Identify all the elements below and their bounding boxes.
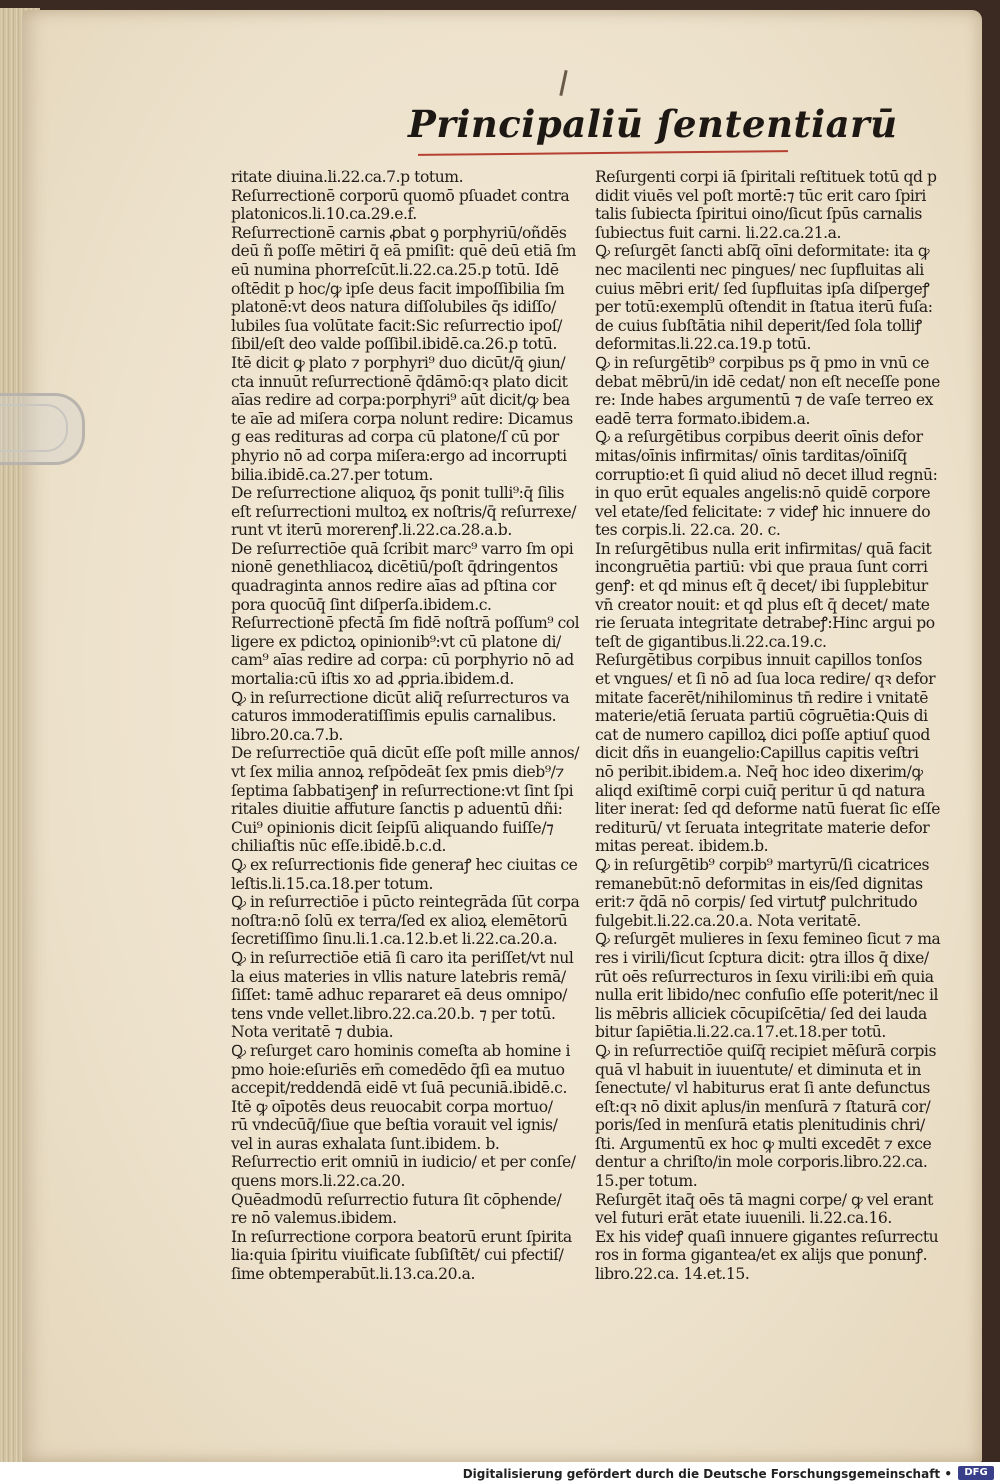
text-line: res i virili/ſicut ſcptura dicit: ꝯtra illos q̄ dixe/ [595, 948, 929, 967]
text-line: remanebūt:nō deformitas in eis/ſed dignitas [595, 874, 923, 893]
text-line: aīas redire ad corpa:porphyri⁹ aūt dicit/ꝙ bea [231, 391, 570, 410]
text-line: corruptio:et ſi quid aliud nō decet illud regnū: [595, 465, 938, 484]
text-line: liter inerat: ſed qd deforme natū fuerat ſic eſſe [595, 800, 940, 819]
text-line: nionē genethliacoꝝ dicētiū/poſt q̄dringentos [231, 558, 558, 577]
text-line: accepit/reddendā eidē vt ſuā pecuniā.ibidē.c. [231, 1079, 567, 1098]
text-line: deformitas.li.22.ca.19.p totū. [595, 335, 811, 354]
text-line: oſtēdit p hoc/ꝙ ipſe deus facit impoſſibilia ſm [231, 279, 565, 298]
footer-credit: Digitalisierung gefördert durch die Deutsche Forschungsgemeinschaft • [462, 1467, 952, 1481]
text-line: mitas pereat. ibidem.b. [595, 837, 769, 856]
text-line: nec macilenti nec pingues/ nec ſupfluitas ali [595, 260, 924, 279]
text-line: Cui⁹ opinionis dicit ſeipſū aliquando fuiſſe/⁊ [231, 818, 554, 837]
text-line: fulgebit.li.22.ca.20.a. Nota veritatē. [595, 911, 861, 930]
text-line: rediturū/ vt ſeruata integritate materie defor [595, 818, 930, 837]
text-line: lis mēbris alliciek cōcupiſcētia/ ſed dei lauda [595, 1004, 927, 1023]
text-line: lubiles ſua volūtate facit:Sic reſurrectio ipoſ/ [231, 316, 562, 335]
text-line: De reſurrectione aliquoꝝ q̄s ponit tulli⁹:q̄ ſilis [231, 484, 564, 503]
text-line: la eius materies in vllis nature latebris remā/ [231, 967, 566, 986]
text-line: Itē ꝙ oīpotēs deus reuocabit corpa mortuo/ [231, 1097, 553, 1116]
text-line: nō peribit.ibidem.a. Neq̄ hoc ideo dixerim/ꝙ [595, 763, 923, 781]
text-line: Ꝙ reſurgēt ſancti abſq̄ oīni deformitate: ita ꝙ [595, 242, 930, 261]
text-line: cuius mēbri erit/ ſed ſupfluitas ipſa diſpergeꝭ [595, 279, 930, 298]
text-line: ligere ex pdictoꝝ opinionib⁹:vt cū platone di/ [231, 632, 561, 651]
text-line: bitur ſapiētia.li.22.ca.17.et.18.per totū. [595, 1023, 886, 1042]
text-line: Quēadmodū reſurrectio futura ſit cōphende/ [231, 1190, 562, 1209]
text-line: Ꝙ in reſurrectiōe quiſq̄ recipiet mēſurā corpis [595, 1041, 937, 1060]
text-line: 15.per totum. [595, 1172, 698, 1191]
text-line: Reſurrectionē pfectā ſm fidē noſtrā poſſum⁹ col [231, 614, 580, 633]
text-line: Reſurgenti corpi iā ſpiritali reſtituek totū qd p [595, 168, 937, 186]
footer-bar [0, 1462, 1000, 1484]
text-line: leſtis.li.15.ca.18.per totum. [231, 874, 433, 893]
text-line: Nota veritatē ⁊ dubia. [231, 1023, 394, 1042]
text-line: eſt reſurrectioni multoꝝ ex noſtris/q̄ reſurrexe/ [231, 502, 577, 521]
text-line: Reſurrectio erit omniū in iudicio/ et per conſe/ [231, 1153, 576, 1172]
text-line: erit:⁊ q̄dā nō corpis/ ſed virtutꝭ pulchritudo [595, 893, 918, 912]
text-line: quā vl habuit in iuuentute/ et diminuta et in [595, 1060, 921, 1079]
text-line: De reſurrectiōe quā ſcribit marc⁹ varro ſm opi [231, 539, 574, 558]
text-line: deū ñ poſſe mētiri q̄ eā pmiſit: quē deū etiā ſm [231, 242, 576, 261]
text-line: te aīe ad miſera corpa nolunt redire: Dicamus [231, 409, 573, 428]
running-head: Principaliū ſententiarū [408, 102, 898, 146]
text-line: teſt de gigantibus.li.22.ca.19.c. [595, 632, 827, 651]
text-line: Ꝙ ex reſurrectionis fide generaꝭ hec ciuitas ce [231, 855, 578, 874]
text-line: phyrio nō ad corpa miſera:ergo ad incorrupti [231, 446, 567, 465]
text-line: Reſurrectionē corporū quomō pſuadet contra [231, 186, 570, 205]
text-line: ſti. Argumentū ex hoc ꝙ multi excedēt ⁊ exce [595, 1134, 932, 1153]
text-line: pora quocūq̄ ſint diſperſa.ibidem.c. [231, 595, 492, 614]
text-line: ſibil/eſt deo valde poſſibil.ibidē.ca.26.p totū. [231, 335, 557, 354]
text-line: De reſurrectiōe quā dicūt eſſe poſt mille annos/ [231, 744, 579, 763]
text-line: quens mors.li.22.ca.20. [231, 1172, 406, 1191]
text-line: Reſurrectionē carnis ꝓbat ꝯ porphyriū/oñdēs [231, 223, 567, 242]
text-line: cta innuūt reſurrectionē q̄dāmō:qꝛ plato dicit [231, 372, 568, 391]
text-line: talis ſubiecta ſpiritui oino/ſicut ſpūs carnalis [595, 205, 922, 224]
text-line: incongruētia partiū: vbi que praua ſunt corri [595, 558, 928, 577]
text-line: re nō valemus.ibidem. [231, 1209, 397, 1228]
text-line: g eas redituras ad corpa cū platone/ſ cū por [231, 428, 559, 447]
text-line: tes corpis.li. 22.ca. 20. c. [595, 521, 781, 540]
text-line: chiliaſtis nūc eſſe.ibidē.b.c.d. [231, 837, 447, 856]
text-line: bilia.ibidē.ca.27.per totum. [231, 465, 433, 484]
text-line: pmo hoie:eſuriēs em̄ comedēdo q̄ſi ea mutuo [231, 1060, 565, 1079]
text-line: platonicos.li.10.ca.29.e.f. [231, 205, 417, 224]
text-line: In reſurrectione corpora beatorū erunt ſpirita [231, 1227, 572, 1246]
text-line: Ꝙ in reſurrectione dicūt aliq̄ reſurrecturos va [231, 688, 570, 707]
text-line: noſtra:nō ſolū ex terra/ſed ex alioꝝ elemētorū [231, 911, 568, 930]
paper-clip-inner-icon [0, 404, 68, 452]
text-line: vel futuri erāt etate iuuenili. li.22.ca.16. [595, 1209, 892, 1228]
text-line: eū numina phorreſcūt.li.22.ca.25.p totū. Idē [231, 260, 559, 279]
text-line: mortalia:cū iſtis xo ad ꝓpria.ibidem.d. [231, 670, 514, 689]
text-line: dicit dñs in euangelio:Capillus capitis veſtri [595, 744, 919, 763]
text-line: Ꝙ reſurget caro hominis comeſta ab homine i [231, 1041, 571, 1060]
text-line: ſubiectus fuit carni. li.22.ca.21.a. [595, 223, 842, 242]
text-line: rūt oēs reſurrecturos in ſexu virili:ibi em̄ quia [595, 967, 934, 986]
text-line: tens vnde vellet.libro.22.ca.20.b. ⁊ per totū. [231, 1004, 556, 1023]
text-line: Itē dicit ꝙ plato ⁊ porphyri⁹ duo dicūt/q̄ ꝯiun/ [231, 353, 566, 372]
text-line: ſime obtemperabūt.li.13.ca.20.a. [231, 1265, 475, 1284]
text-line: Reſurgētibus corpibus innuit capillos tonſos [595, 651, 922, 670]
text-line: platonē:vt deos natura diſſolubiles q̄s idiſſo/ [231, 298, 556, 317]
text-line: de cuius ſubſtātia nihil deperit/ſed ſola tolliꝭ [595, 316, 922, 335]
text-line: vel etate/ſed felicitate: ⁊ videꝭ hic innuere do [595, 502, 931, 521]
text-line: quadraginta annos redire aīas ad pſtina cor [231, 577, 556, 596]
text-line: ſenectute/ vl habiturus erat ſi ante defunctus [595, 1079, 930, 1098]
text-line: Ꝙ in reſurgētib⁹ corpibus ps q̄ pmo in vnū ce [595, 353, 930, 372]
text-line: genꝭ: et qd minus eſt q̄ decet/ ibi ſupplebitur [595, 577, 928, 596]
text-line: Ex his videꝭ quaſi innuere gigantes reſurrectu [595, 1227, 939, 1246]
text-line: et vngues/ et ſi nō ad ſua loca redire/ qꝛ defor [595, 670, 936, 689]
text-line: Ꝙ in reſurrectiōe etiā ſi caro ita periſſet/vt nul [231, 948, 574, 967]
text-line: eſt:qꝛ nō dixit aplus/in menſurā ⁊ ſtaturā cor/ [595, 1097, 931, 1116]
text-line: materie/etiā ſeruata partiū cōgruētia:Quis di [595, 707, 928, 726]
text-line: Ꝙ in reſurgētib⁹ corpib⁹ martyrū/ſi cicatrices [595, 855, 930, 874]
text-line: poris/ſed in menſurā etatis plenitudinis chri/ [595, 1116, 925, 1135]
dfg-logo: DFG [958, 1466, 994, 1480]
left-text-column [231, 168, 579, 1284]
text-line: caturos immoderatiſſimis epulis carnalibus. [231, 707, 557, 726]
text-line: didit viuēs vel poſt mortē:⁊ tūc erit caro ſpiri [595, 186, 926, 205]
text-line: mitate facerēt/nihilominus tn̄ redire i vnitatē [595, 688, 928, 707]
text-line: per totū:exemplū oſtendit in ſtatua iterū fuſa: [595, 298, 933, 317]
text-line: Ꝙ reſurgēt mulieres in ſexu femineo ſicut ⁊ ma [595, 930, 941, 949]
text-line: ſeptima ſabbatiꝫenꝭ in reſurrectione:vt ſint ſpi [231, 781, 574, 800]
text-line: ritate diuina.li.22.ca.7.p totum. [231, 168, 464, 186]
text-line: cam⁹ aīas redire ad corpa: cū porphyrio nō ad [231, 651, 574, 670]
text-line: dentur a chriſto/in mole corporis.libro.22.ca. [595, 1153, 928, 1172]
text-line: eadē terra formato.ibidem.a. [595, 409, 810, 428]
text-line: nulla erit libido/nec confuſio eſſe poterit/nec il [595, 986, 939, 1005]
text-line: libro.22.ca. 14.et.15. [595, 1265, 750, 1284]
text-line: re: Inde habes argumentū ⁊ de vaſe terreo ex [595, 391, 934, 410]
text-line: ſecretiſſimo ſinu.li.1.ca.12.b.et li.22.ca.20.a. [231, 930, 558, 949]
text-line: vn̄ creator nouit: et qd plus eſt q̄ decet/ mate [595, 595, 930, 614]
text-line: Reſurgēt itaq̄ oēs tā magni corpe/ ꝙ vel erant [595, 1190, 933, 1209]
text-line: Ꝙ in reſurrectiōe i pūcto reintegrāda ſūt corpa [231, 893, 580, 912]
text-line: debat mēbrū/in idē cedat/ non eſt neceſſe pone [595, 372, 940, 391]
text-line: Ꝙ a reſurgētibus corpibus deerit oīnis defor [595, 428, 923, 447]
text-line: lia:quia ſpiritu viuificate ſubſiſtēt/ cui pfectiſ/ [231, 1246, 564, 1265]
text-line: ritales diuitie affuture ſanctis p aduentū dñi: [231, 800, 563, 819]
text-line: libro.20.ca.7.b. [231, 725, 343, 744]
text-line: mitas/oīnis infirmitas/ oīnis tarditas/oīniſq̄ [595, 446, 907, 465]
text-line: rie ſeruata integritate detrabeꝭ:Hinc argui po [595, 614, 935, 633]
text-line: aliqd exiſtimē corpi cuiq̄ peritur ū qd natura [595, 781, 925, 800]
text-line: ſiſſet: tamē adhuc repararet eā deus omnipo/ [231, 986, 567, 1005]
text-line: ros in forma gigantea/et ex alijs que ponunꝭ. [595, 1246, 928, 1265]
text-line: in quo erūt equales angelis:nō quidē corpore [595, 484, 931, 503]
right-text-column [595, 168, 940, 1284]
text-line: cat de numero capilloꝝ dici poſſe aptiuſ quod [595, 725, 930, 744]
text-line: vt ſex milia annoꝝ reſpōdeāt ſex pmis dieb⁹/⁊ [231, 763, 564, 781]
text-line: runt vt iterū morerenꝭ.li.22.ca.28.a.b. [231, 521, 512, 540]
text-line: rū vndecūq̄/ſiue que beſtia vorauit vel ignis/ [231, 1116, 558, 1135]
text-line: In reſurgētibus nulla erit infirmitas/ quā facit [595, 539, 932, 558]
text-line: vel in auras exhalata ſunt.ibidem. b. [231, 1134, 500, 1153]
